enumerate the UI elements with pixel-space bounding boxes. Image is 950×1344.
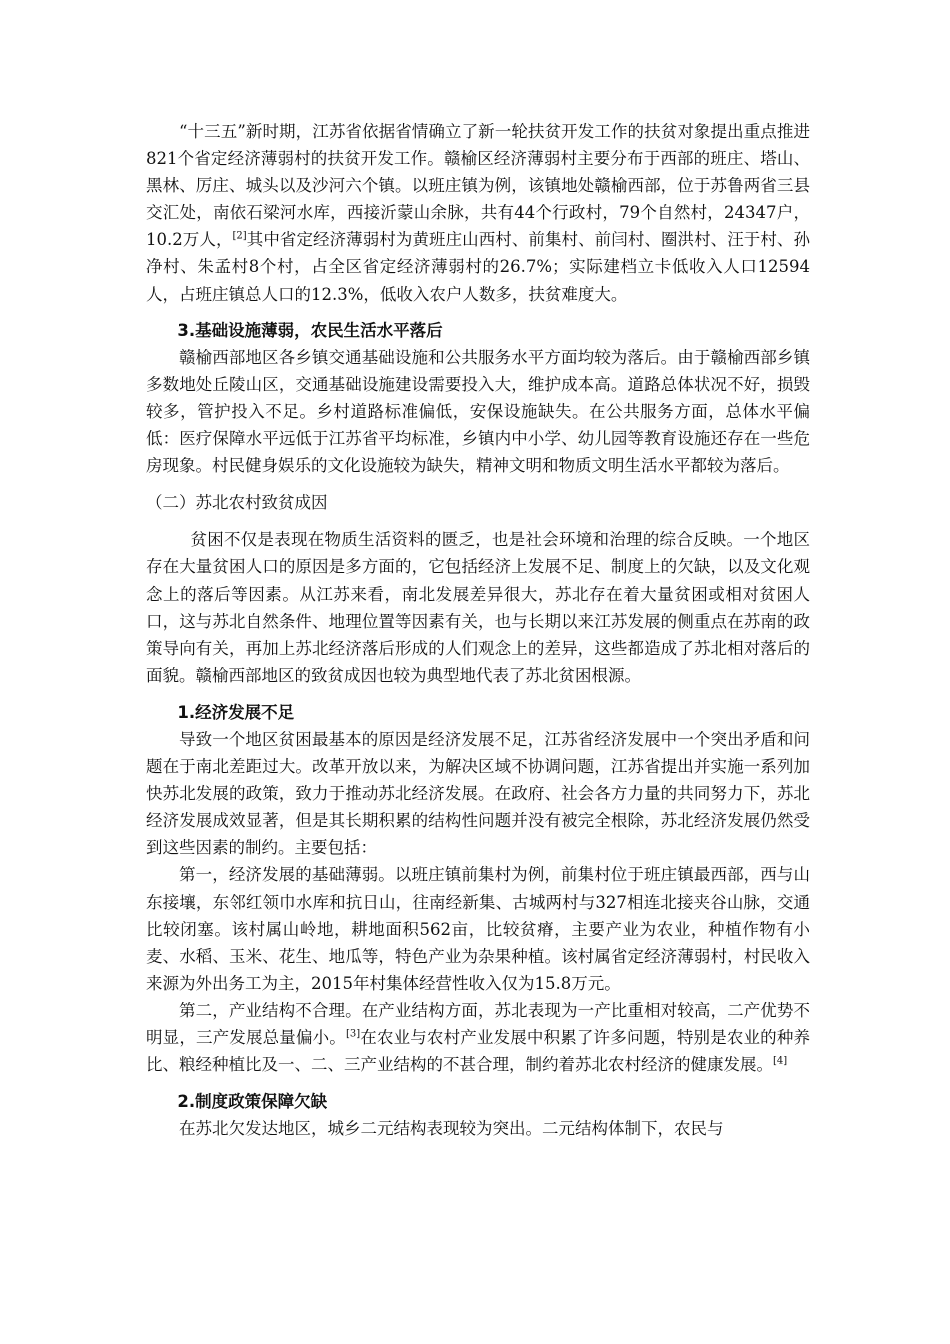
paragraph-economy: 导致一个地区贫困最基本的原因是经济发展不足，江苏省经济发展中一个突出矛盾和问题在于南北差距过大。改革开放以来，为解决区域不协调问题，江苏省提出并实施一系列加快苏北发展的政策，致力于推动苏北经济发展。在政府、社会各方力量的共同努力下，苏北经济发展成效显著，但是其长期积累的结构性问题并没有被完全根除，苏北经济发展仍然受到这些因素的制约。主要包括：: [146, 729, 810, 858]
section-heading-economy: 1.经济发展不足: [177, 702, 295, 722]
section-heading-poverty-causes: （二）苏北农村致贫成因: [146, 493, 328, 513]
paragraph-first-point: 第一，经济发展的基础薄弱。以班庄镇前集村为例，前集村位于班庄镇最西部，西与山东接壤，东邻红领巾水库和抗日山，往南经新集、古城两村与327相连北接夹谷山脉，交通比较闭塞。该村属山岭地，耕地面积562亩，比较贫瘠，主要产业为农业，种植作物有小麦、水稻、玉米、花生、地瓜等，特色产业为杂果种植。该村属省定经济薄弱村，村民收入来源为外出务工为主，2015年村集体经营性收入仅为15.8万元。: [146, 865, 810, 993]
paragraph-text: 第二，产业结构不合理。在产业结构方面，苏北表现为一产比重相对较高，二产优势不明显，三产发展总量偏小。: [146, 1000, 810, 1047]
citation-ref: [4]: [773, 1055, 788, 1067]
paragraph-text: 在农业与农村产业发展中积累了许多问题，特别是农业的种养比、粮经种植比及一、二、三产业结构的不甚合理，制约着苏北农村经济的健康发展。: [146, 1028, 811, 1075]
section-heading-infrastructure: 3.基础设施薄弱，农民生活水平落后: [177, 320, 443, 340]
paragraph-text: “十三五”新时期，江苏省依据省情确立了新一轮扶贫开发工作的扶贫对象提出重点推进821个省定经济薄弱村的扶贫开发工作。赣榆区经济薄弱村主要分布于西部的班庄、塔山、黑林、厉庄、城头以及沙河六个镇。以班庄镇为例，该镇地处赣榆西部，位于苏鲁两省三县交汇处，南依石梁河水库，西接沂蒙山余脉，共有44个行政村，79个自然村，24347户，10.2万人，: [146, 122, 810, 250]
paragraph-poverty-causes: 贫困不仅是表现在物质生活资料的匮乏，也是社会环境和治理的综合反映。一个地区存在大量贫困人口的原因是多方面的，它包括经济上发展不足、制度上的欠缺，以及文化观念上的落后等因素。从江苏来看，南北发展差异很大，苏北存在着大量贫困或相对贫困人口，这与苏北自然条件、地理位置等因素有关，也与长期以来江苏发展的侧重点在苏南的政策导向有关，再加上苏北经济落后形成的人们观念上的差异，这些都造成了苏北相对落后的面貌。赣榆西部地区的致贫成因也较为典型地代表了苏北贫困根源。: [146, 530, 810, 685]
citation-ref: [2]: [232, 230, 247, 242]
paragraph-second-point: [146, 997, 810, 1078]
paragraph-text: 其中省定经济薄弱村为黄班庄山西村、前集村、前闫村、圈洪村、汪于村、孙净村、朱孟村8个村，占全区省定经济薄弱村的26.7%；实际建档立卡低收入人口12594人，占班庄镇总人口的12.3%，低收入农户人数多，扶贫难度大。: [146, 230, 810, 304]
paragraph-target-villages: [146, 118, 810, 308]
section-heading-policy: 2.制度政策保障欠缺: [177, 1092, 328, 1112]
document-page: [146, 118, 810, 1142]
paragraph-policy: 在苏北欠发达地区，城乡二元结构表现较为突出。二元结构体制下，农民与: [179, 1119, 724, 1139]
citation-ref: [3]: [345, 1028, 361, 1040]
paragraph-infrastructure: 赣榆西部地区各乡镇交通基础设施和公共服务水平方面均较为落后。由于赣榆西部乡镇多数地处丘陵山区，交通基础设施建设需要投入大，维护成本高。道路总体状况不好，损毁较多，管护投入不足。乡村道路标准偏低，安保设施缺失。在公共服务方面，总体水平偏低：医疗保障水平远低于江苏省平均标准，乡镇内中小学、幼儿园等教育设施还存在一些危房现象。村民健身娱乐的文化设施较为缺失，精神文明和物质文明生活水平都较为落后。: [146, 347, 810, 476]
